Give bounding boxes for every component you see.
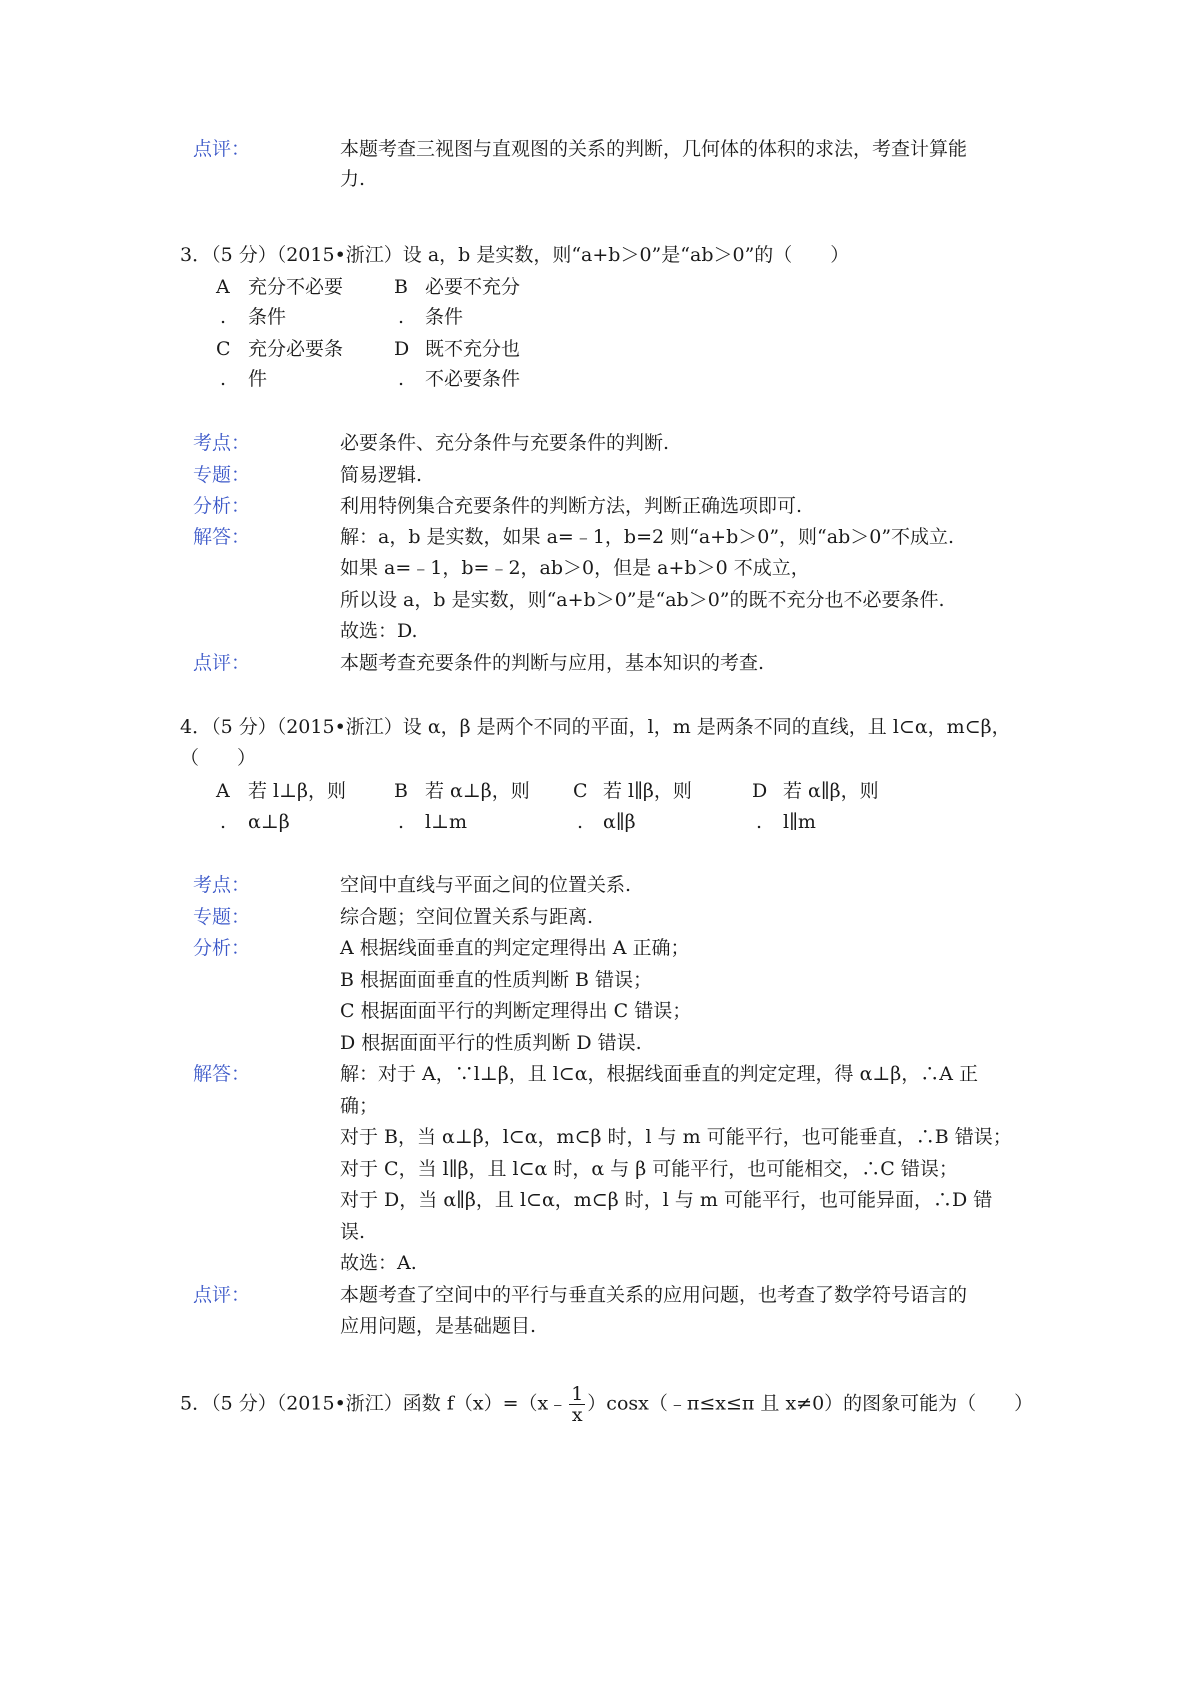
q4-option-a-letter: A: [216, 780, 230, 802]
q3-jieda-line-1: 解：a，b 是实数，如果 a=﹣1，b=2 则“a+b＞0”，则“ab＞0”不成立.: [340, 526, 955, 548]
q4-fenxi-label: 分析：: [193, 937, 251, 959]
q3-pingping-text: 本题考查充要条件的判断与应用，基本知识的考查.: [340, 652, 765, 674]
q4-stem-line-2: （ ）: [180, 747, 257, 769]
q4-jieda-line-1: 解：对于 A，∵l⊥β，且 l⊂α，根据线面垂直的判定定理，得 α⊥β，∴A 正: [340, 1063, 979, 1085]
q5-fraction-denominator: x: [571, 1404, 583, 1426]
q3-option-c-dot: .: [220, 368, 227, 390]
q3-jieda-label: 解答：: [193, 526, 251, 548]
q5-stem: [180, 1384, 1033, 1425]
q2-pingping-label: 点评：: [193, 138, 251, 160]
q4-jieda-line-4: 对于 C，当 l∥β，且 l⊂α 时，α 与 β 可能平行，也可能相交，∴C 错误；: [340, 1158, 958, 1180]
q4-fenxi-line-1: A 根据线面垂直的判定定理得出 A 正确；: [340, 937, 690, 959]
q4-pingping-label: 点评：: [193, 1284, 251, 1306]
q3-option-c-letter: C: [216, 338, 231, 360]
q3-option-a-text-2: 条件: [248, 306, 287, 328]
q5-fraction-numerator: 1: [571, 1383, 584, 1405]
q3-option-b-text-1: 必要不充分: [425, 276, 521, 298]
q4-option-c-dot: .: [577, 811, 584, 833]
q3-option-c-text-1: 充分必要条: [248, 338, 344, 360]
q4-fenxi-line-4: D 根据面面平行的性质判断 D 错误.: [340, 1032, 642, 1054]
q3-option-d-text-2: 不必要条件: [425, 368, 521, 390]
q4-zhuanti-text: 综合题；空间位置关系与距离.: [340, 906, 594, 928]
q3-kaodian-text: 必要条件、充分条件与充要条件的判断.: [340, 432, 670, 454]
q4-fenxi-line-2: B 根据面面垂直的性质判断 B 错误；: [340, 969, 653, 991]
q4-jieda-line-6: 误.: [340, 1221, 366, 1243]
q4-kaodian-label: 考点：: [193, 874, 251, 896]
q3-zhuanti-text: 简易逻辑.: [340, 464, 423, 486]
q4-option-d-text-1: 若 α∥β，则: [783, 780, 879, 802]
q4-option-a-dot: .: [220, 811, 227, 833]
q5-fraction: [569, 1384, 585, 1425]
q4-jieda-label: 解答：: [193, 1063, 251, 1085]
q3-option-d-text-1: 既不充分也: [425, 338, 521, 360]
q2-pingping-line-2: 力.: [340, 168, 366, 190]
q3-jieda-line-2: 如果 a=﹣1，b=﹣2，ab＞0，但是 a+b＞0 不成立，: [340, 557, 810, 579]
q3-kaodian-label: 考点：: [193, 432, 251, 454]
q3-fenxi-text: 利用特例集合充要条件的判断方法，判断正确选项即可.: [340, 495, 803, 517]
q4-option-c-text-2: α∥β: [603, 811, 636, 833]
q3-option-d-dot: .: [398, 368, 405, 390]
q5-stem-suffix: ）cosx（﹣π≤x≤π 且 x≠0）的图象可能为（ ）: [587, 1392, 1034, 1415]
q4-option-a-text-2: α⊥β: [248, 811, 290, 833]
q4-option-c-letter: C: [573, 780, 588, 802]
q3-option-a-dot: .: [220, 306, 227, 328]
q4-option-b-dot: .: [398, 811, 405, 833]
q4-jieda-line-7: 故选：A.: [340, 1252, 417, 1274]
q4-jieda-line-2: 确；: [340, 1095, 379, 1117]
q3-option-b-text-2: 条件: [425, 306, 464, 328]
q3-option-d-letter: D: [394, 338, 410, 360]
q3-jieda-line-3: 所以设 a，b 是实数，则“a+b＞0”是“ab＞0”的既不充分也不必要条件.: [340, 589, 945, 611]
q3-fenxi-label: 分析：: [193, 495, 251, 517]
q4-option-a-text-1: 若 l⊥β，则: [248, 780, 346, 802]
q3-jieda-line-4: 故选：D.: [340, 620, 418, 642]
q3-option-b-letter: B: [394, 276, 408, 298]
q3-option-a-letter: A: [216, 276, 230, 298]
q4-option-b-text-2: l⊥m: [425, 811, 467, 833]
q4-zhuanti-label: 专题：: [193, 906, 251, 928]
q5-stem-prefix: 5．（5 分）（2015•浙江）函数 f（x）=（x﹣: [180, 1392, 568, 1415]
q4-option-b-letter: B: [394, 780, 408, 802]
q4-option-b-text-1: 若 α⊥β，则: [425, 780, 530, 802]
q4-pingping-line-2: 应用问题，是基础题目.: [340, 1315, 537, 1337]
q4-jieda-line-5: 对于 D，当 α∥β，且 l⊂α，m⊂β 时，l 与 m 可能平行，也可能异面，∴D 错: [340, 1189, 993, 1211]
q4-pingping-line-1: 本题考查了空间中的平行与垂直关系的应用问题，也考查了数学符号语言的: [340, 1284, 968, 1306]
q4-option-d-text-2: l∥m: [783, 811, 816, 833]
q4-jieda-line-3: 对于 B，当 α⊥β，l⊂α，m⊂β 时，l 与 m 可能平行，也可能垂直，∴B 错误；: [340, 1126, 1012, 1148]
q4-option-d-letter: D: [752, 780, 768, 802]
q4-fenxi-line-3: C 根据面面平行的判断定理得出 C 错误；: [340, 1000, 692, 1022]
q3-stem: 3．（5 分）（2015•浙江）设 a，b 是实数，则“a+b＞0”是“ab＞0”的（ ）: [180, 244, 850, 266]
q3-pingping-label: 点评：: [193, 652, 251, 674]
q4-stem-line-1: 4．（5 分）（2015•浙江）设 α，β 是两个不同的平面，l，m 是两条不同的直线，且 l⊂α，m⊂β，: [180, 716, 1011, 738]
q3-option-b-dot: .: [398, 306, 405, 328]
q4-option-d-dot: .: [756, 811, 763, 833]
q4-option-c-text-1: 若 l∥β，则: [603, 780, 692, 802]
q4-kaodian-text: 空间中直线与平面之间的位置关系.: [340, 874, 632, 896]
q3-zhuanti-label: 专题：: [193, 464, 251, 486]
q2-pingping-line-1: 本题考查三视图与直观图的关系的判断，几何体的体积的求法，考查计算能: [340, 138, 968, 160]
q3-option-c-text-2: 件: [248, 368, 268, 390]
q3-option-a-text-1: 充分不必要: [248, 276, 344, 298]
